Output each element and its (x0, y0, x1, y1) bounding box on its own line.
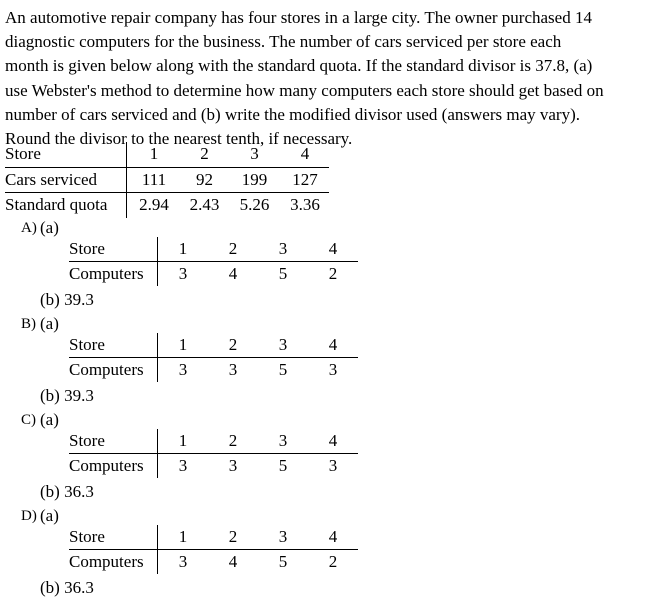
table-cell: 1 (158, 333, 209, 358)
table-cell: 5 (278, 264, 288, 283)
row-label: Store (5, 142, 127, 167)
table-cell: 5.26 (239, 195, 270, 215)
table-cell: 3 (328, 360, 338, 379)
table-cell: 3 (228, 142, 281, 167)
choice-table (69, 525, 358, 574)
row-label: Store (69, 237, 158, 262)
table-row-store (69, 333, 358, 358)
table-cell: 3 (258, 333, 308, 358)
table-cell: 2 (208, 333, 258, 358)
row-label: Store (69, 525, 158, 550)
problem-statement: An automotive repair company has four stores in a large city. The owner purchased 14 diagnostic computers for the business. The number of cars serviced per store each month is given below along with the standard quota. If the standard divisor is 37.8, (a) use Webster's method to determine how many computers each store should get based on number of cars serviced and (b) write the modified divisor used (answers may vary). Round the divisor to the nearest tenth, if necessary. (5, 8, 604, 149)
choice-letter: C) (21, 412, 36, 428)
table-row-computers (69, 358, 358, 383)
table-cell: 4 (308, 237, 358, 262)
row-label: Store (69, 429, 158, 454)
table-cell: 2 (208, 525, 258, 550)
part-a-label: (a) (40, 314, 59, 333)
part-b-answer: (b) 36.3 (40, 482, 94, 501)
table-cell: 5 (278, 552, 288, 571)
table-cell: 4 (228, 264, 238, 283)
table-row-store (69, 525, 358, 550)
table-row-store (69, 429, 358, 454)
table-cell: 111 (127, 167, 182, 193)
choice-table (69, 429, 358, 478)
table-cell: 3 (178, 264, 188, 283)
choice-letter: B) (21, 316, 36, 332)
part-b-answer: (b) 39.3 (40, 386, 94, 405)
table-cell: 1 (127, 142, 182, 167)
choice-table (69, 237, 358, 286)
part-b-answer: (b) 39.3 (40, 290, 94, 309)
table-cell: 3 (228, 456, 238, 475)
choice-table (69, 333, 358, 382)
answer-choice-a[interactable] (18, 217, 378, 311)
table-cell: 3 (178, 552, 188, 571)
table-cell: 2 (208, 429, 258, 454)
table-cell: 1 (158, 237, 209, 262)
row-label: Computers (69, 454, 158, 479)
table-cell: 2 (181, 142, 228, 167)
table-cell: 3 (228, 360, 238, 379)
table-cell: 5 (278, 456, 288, 475)
row-label: Standard quota (5, 193, 127, 218)
table-cell: 2 (208, 237, 258, 262)
row-label: Cars serviced (5, 167, 127, 193)
part-a-label: (a) (40, 410, 59, 429)
table-cell: 3 (178, 360, 188, 379)
table-cell: 5 (278, 360, 288, 379)
table-cell: 3.36 (290, 195, 320, 215)
part-a-label: (a) (40, 218, 59, 237)
part-a-label: (a) (40, 506, 59, 525)
table-cell: 1 (158, 525, 209, 550)
table-cell: 3 (258, 237, 308, 262)
row-label: Computers (69, 262, 158, 287)
table-cell: 2.43 (189, 195, 220, 215)
table-row-cars-serviced (5, 167, 329, 193)
table-cell: 2 (328, 264, 338, 283)
row-label: Store (69, 333, 158, 358)
table-row-standard-quota (5, 193, 329, 218)
table-row-store (5, 142, 329, 167)
answer-choice-d[interactable] (18, 505, 378, 599)
table-cell: 2 (328, 552, 338, 571)
table-cell: 199 (228, 167, 281, 193)
data-table (5, 142, 329, 218)
row-label: Computers (69, 358, 158, 383)
table-row-store (69, 237, 358, 262)
table-cell: 3 (258, 525, 308, 550)
table-cell: 127 (281, 167, 329, 193)
table-cell: 3 (178, 456, 188, 475)
table-cell: 2.94 (139, 195, 169, 215)
table-cell: 4 (228, 552, 238, 571)
answer-choice-b[interactable] (18, 313, 378, 407)
row-label: Computers (69, 550, 158, 575)
table-cell: 4 (308, 525, 358, 550)
table-cell: 3 (328, 456, 338, 475)
table-row-computers (69, 550, 358, 575)
table-cell: 3 (258, 429, 308, 454)
table-row-computers (69, 454, 358, 479)
table-cell: 4 (308, 429, 358, 454)
choice-letter: D) (21, 508, 37, 524)
table-row-computers (69, 262, 358, 287)
answer-choice-c[interactable] (18, 409, 378, 503)
table-cell: 92 (181, 167, 228, 193)
table-cell: 4 (281, 142, 329, 167)
table-cell: 4 (308, 333, 358, 358)
part-b-answer: (b) 36.3 (40, 578, 94, 597)
choice-letter: A) (21, 220, 37, 236)
table-cell: 1 (158, 429, 209, 454)
